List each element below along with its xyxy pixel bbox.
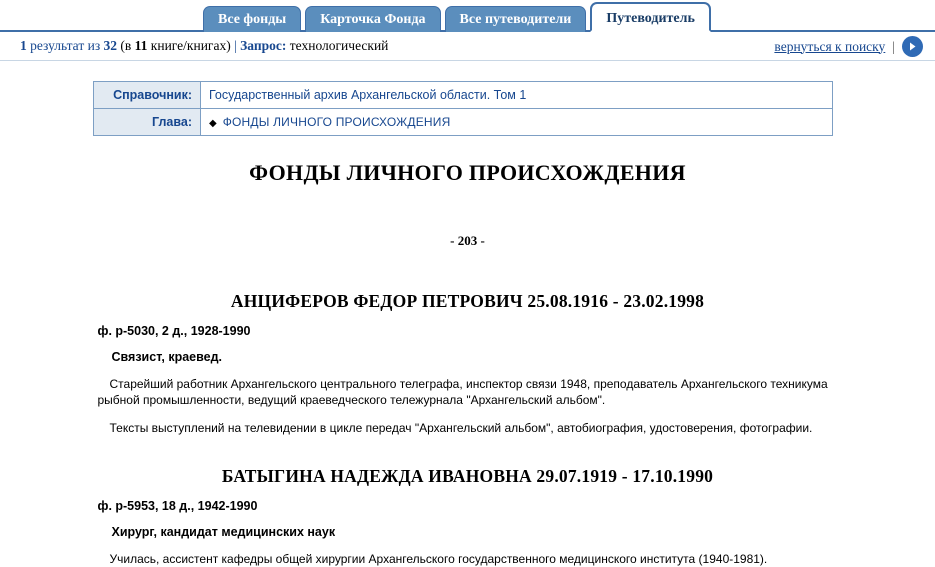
query-label: Запрос: [240, 38, 287, 53]
chapter-value-cell [201, 109, 833, 136]
guide-label: Справочник: [94, 82, 201, 109]
chapter-link[interactable]: ФОНДЫ ЛИЧНОГО ПРОИСХОЖДЕНИЯ [222, 115, 451, 129]
control-divider: | [892, 38, 895, 54]
entry-profession-2: Хирург, кандидат медицинских наук [111, 525, 336, 539]
chapter-bullet-item [209, 115, 450, 129]
entry-paragraph-2a: Училась, ассистент кафедры общей хирургии Архангельского государственного медицинского института (1940-1981). [109, 552, 768, 566]
info-bar [0, 32, 935, 61]
entry-name-2: БАТЫГИНА НАДЕЖДА ИВАНОВНА 29.07.1919 - 17.10.1990 [221, 466, 714, 486]
result-summary [20, 38, 388, 54]
query-value: технологический [289, 38, 389, 53]
navigation-controls [774, 36, 923, 57]
result-total: 32 [103, 38, 118, 53]
entry-fond-2: ф. р-5953, 18 д., 1942-1990 [97, 499, 258, 513]
summary-separator: | [234, 38, 237, 53]
entry-profession-1: Связист, краевед. [111, 350, 222, 364]
books-count: 11 [134, 38, 148, 53]
table-row-chapter [94, 109, 833, 136]
entry-paragraph-1a: Старейший работник Архангельского центрального телеграфа, инспектор связи 1948, преподаватель Архангельского техникума рыбной промышленности, ведущий краеведческого тележурнала "Архангельский альбом". [97, 377, 828, 407]
result-word: результат из [30, 38, 101, 53]
books-prefix: (в [120, 38, 132, 53]
entry-name-1: АНЦИФЕРОВ ФЕДОР ПЕТРОВИЧ 25.08.1916 - 23.02.1998 [230, 291, 705, 311]
table-row-guide [94, 82, 833, 109]
arrow-right-icon[interactable] [902, 36, 923, 57]
tab-all-funds[interactable]: Все фонды [203, 6, 301, 32]
chapter-label: Глава: [94, 109, 201, 136]
entry-fond-1: ф. р-5030, 2 д., 1928-1990 [97, 324, 251, 338]
guide-value: Государственный архив Архангельской области. Том 1 [201, 82, 833, 109]
result-count: 1 [20, 38, 27, 53]
tab-bar [0, 0, 935, 32]
tab-list [203, 2, 711, 32]
tab-guide[interactable]: Путеводитель [590, 2, 711, 32]
entry-paragraph-1b: Тексты выступлений на телевидении в цикле передач "Архангельский альбом", автобиография, удостоверения, фотографии. [109, 421, 813, 435]
guide-info-table [93, 81, 833, 136]
tab-all-guides[interactable]: Все путеводители [445, 6, 587, 32]
document-body [98, 136, 838, 567]
diamond-bullet-icon: ◆ [209, 118, 217, 129]
tab-fund-card[interactable]: Карточка Фонда [305, 6, 440, 32]
books-word: книге/книгах) [150, 38, 231, 53]
page-title: ФОНДЫ ЛИЧНОГО ПРОИСХОЖДЕНИЯ [249, 160, 686, 185]
page-number: - 203 - [450, 233, 485, 248]
back-to-search-link[interactable]: вернуться к поиску [774, 38, 886, 54]
